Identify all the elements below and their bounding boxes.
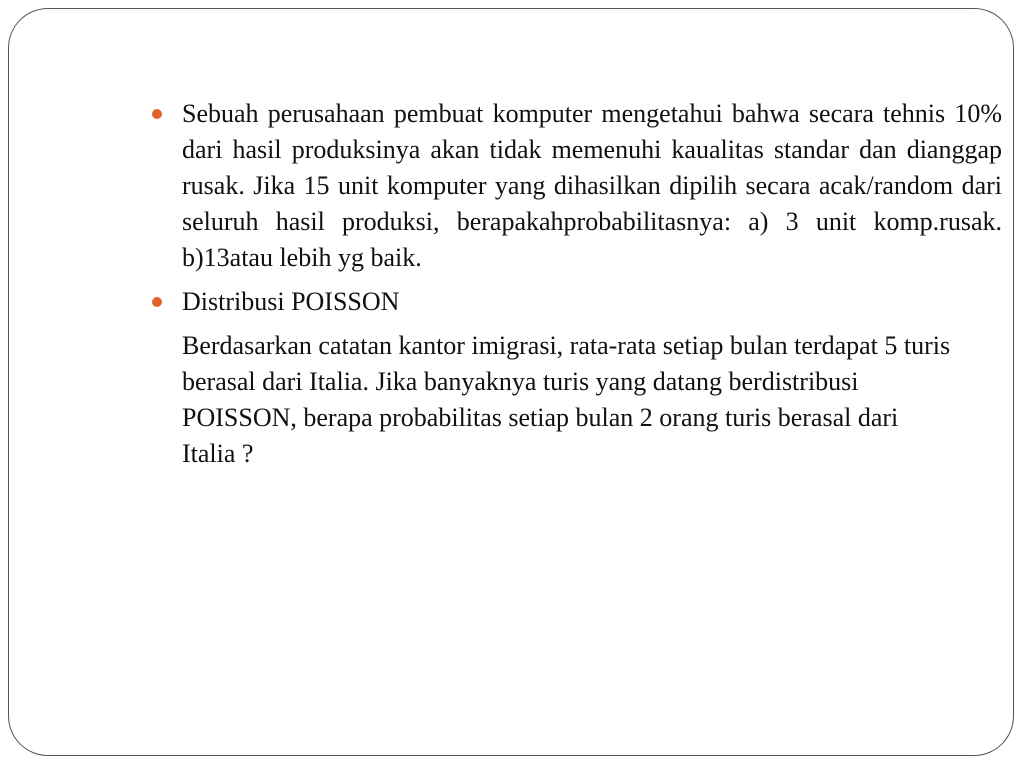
slide-content [152,96,1002,472]
bullet-text: Distribusi POISSON [182,287,400,316]
bullet-item-binomial-problem [152,96,1002,276]
bullet-text: Sebuah perusahaan pembuat komputer mengetahui bahwa secara tehnis 10% dari hasil produksinya akan tidak memenuhi kaualitas standar dan dianggap rusak. Jika 15 unit komputer yang dihasilkan dipilih secara acak/random dari seluruh hasil produksi, berapakahprobabilitasnya: a) 3 unit komp.rusak. b)13atau lebih yg baik. [182,99,1002,272]
poisson-problem-paragraph: Berdasarkan catatan kantor imigrasi, rata-rata setiap bulan terdapat 5 turis berasal dari Italia. Jika banyaknya turis yang datang berdistribusi POISSON, berapa probabilitas setiap bulan 2 orang turis berasal dari Italia ? [182,331,951,468]
bullet-item-poisson-heading [152,284,1002,320]
bullet-dot-icon [152,109,162,119]
bullet-dot-icon [152,297,162,307]
